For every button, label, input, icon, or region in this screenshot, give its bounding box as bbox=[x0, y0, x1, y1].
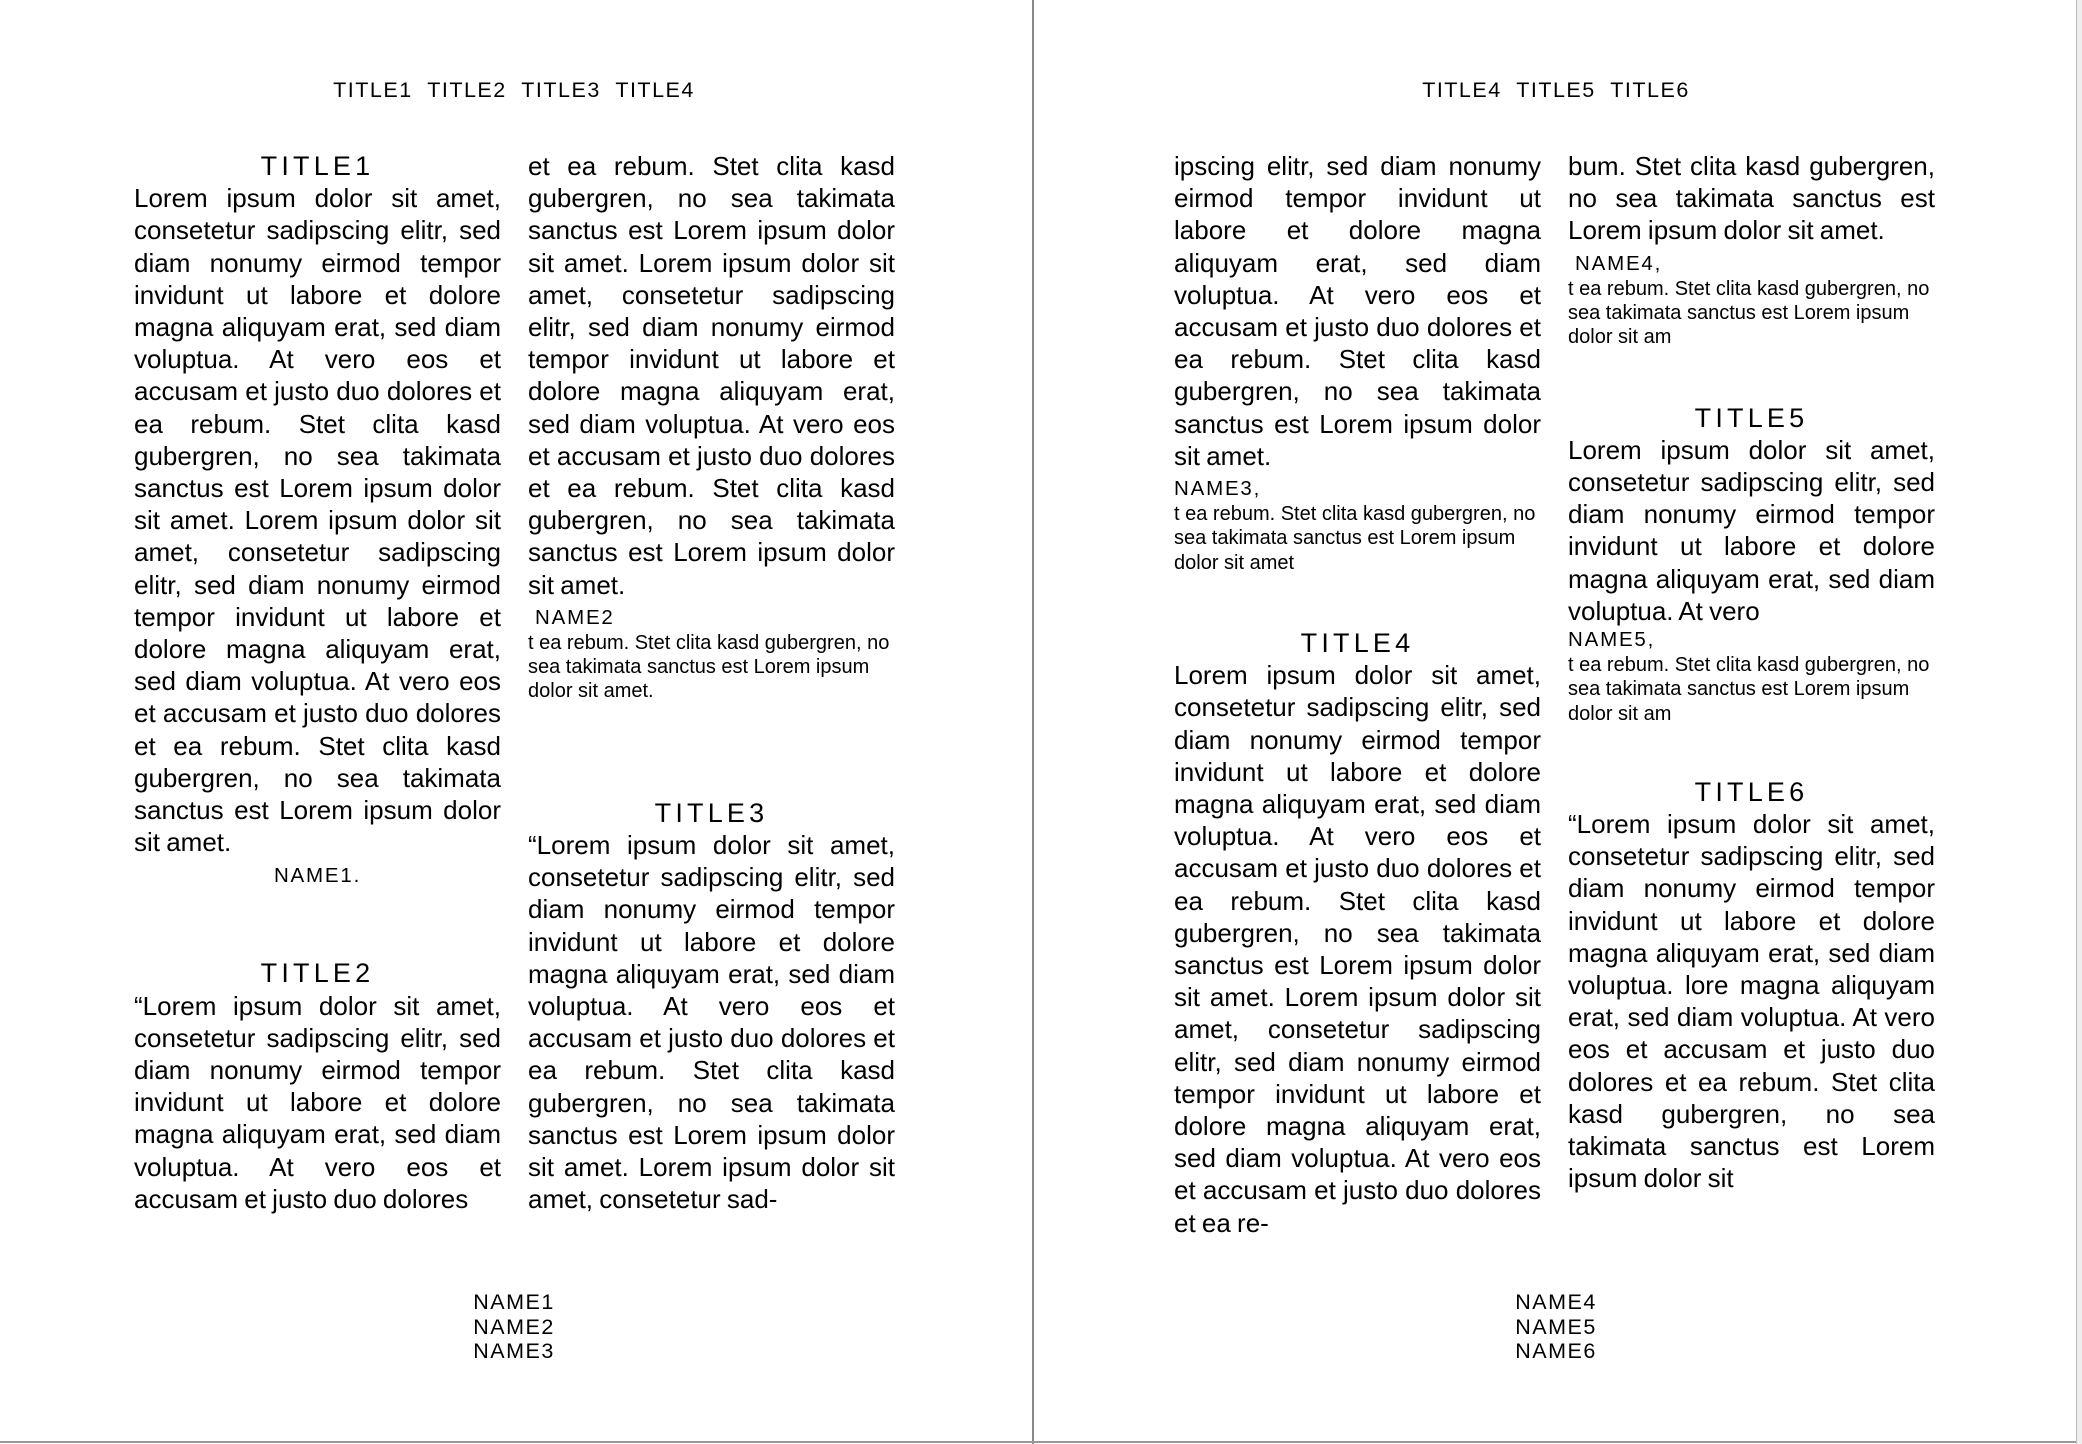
article-body: “Lorem ipsum dolor sit amet, consetetur sadipscing elitr, sed diam nonumy eirmod tempor invidunt ut labore et dolore magna aliquyam erat, sed diam voluptua. At vero eos et accusam et justo duo dolores bbox=[134, 990, 501, 1214]
author-name: NAME1. bbox=[273, 864, 362, 888]
article-body: Lorem ipsum dolor sit amet, consetetur sadipscing elitr, sed diam nonumy eirmod tempor invidunt ut labore et dolore magna aliquyam erat, sed diam voluptua. At vero eos et accusam et justo duo dolores et ea rebum. Stet clita kasd gubergren, no sea takimata sanctus est Lorem ipsum dolor sit amet. Lorem ipsum dolor sit amet, consetetur sadipscing elitr, sed diam nonumy eirmod tempor invidunt ut labore et dolore magna aliquyam erat, sed diam voluptua. At vero eos et accusam et justo duo dolores et ea rebum. Stet clita kasd gubergren, no sea takimata sanctus est Lorem ipsum dolor sit amet. bbox=[134, 183, 501, 858]
article-body: Lorem ipsum dolor sit amet, consetetur sadipscing elitr, sed diam nonumy eirmod tempor invidunt ut labore et dolore magna aliquyam erat, sed diam voluptua. At vero bbox=[1568, 434, 1935, 626]
author-name: NAME2 bbox=[535, 605, 615, 629]
article-title: TITLE1 bbox=[260, 151, 375, 181]
article-body: “Lorem ipsum dolor sit amet, consetetur sadipscing elitr, sed diam nonumy eirmod tempor invidunt ut labore et dolore magna aliquyam erat, sed diam voluptua. At vero eos et accusam et justo duo dolores et ea rebum. Stet clita kasd gubergren, no sea takimata sanctus est Lorem ipsum dolor sit amet. Lorem ipsum dolor sit amet, consetetur sad- bbox=[528, 829, 895, 1215]
article-body: et ea rebum. Stet clita kasd gubergren, no sea takimata sanctus est Lorem ipsum dolor sit amet. Lorem ipsum dolor sit amet, consetetur sadipscing elitr, sed diam nonumy eirmod tempor invidunt ut labore et dolore magna aliquyam erat, sed diam voluptua. At vero eos et accusam et justo duo dolores et ea rebum. Stet clita kasd gubergren, no sea takimata sanctus est Lorem ipsum dolor sit amet. bbox=[528, 151, 895, 600]
author-caption: t ea rebum. Stet clita kasd gubergren, no sea takimata sanctus est Lorem ipsum dolor sit amet. bbox=[528, 631, 890, 703]
article-body: “Lorem ipsum dolor sit amet, consetetur sadipscing elitr, sed diam nonumy eirmod tempor invidunt ut labore et dolore magna aliquyam erat, sed diam voluptua. lore magna aliquyam erat, sed diam voluptua. At vero eos et accusam et justo duo dolores et ea rebum. Stet clita kasd gubergren, no sea takimata sanctus est Lorem ipsum dolor sit bbox=[1568, 809, 1935, 1194]
article-title: TITLE3 bbox=[654, 797, 769, 828]
article-body: ipscing elitr, sed diam nonumy eirmod tempor invidunt ut labore et dolore magna aliquyam erat, sed diam voluptua. At vero eos et accusam et justo duo dolores et ea rebum. Stet clita kasd gubergren, no sea takimata sanctus est Lorem ipsum dolor sit amet. bbox=[1174, 151, 1541, 471]
left-column-2 bbox=[528, 150, 895, 1245]
footer-name: NAME3 bbox=[473, 1339, 555, 1363]
footer-name: NAME1 bbox=[473, 1290, 555, 1314]
footer-name: NAME2 bbox=[473, 1314, 555, 1339]
article-title: TITLE2 bbox=[260, 958, 375, 989]
bottom-rule bbox=[0, 1441, 2076, 1443]
author-caption: t ea rebum. Stet clita kasd gubergren, no sea takimata sanctus est Lorem ipsum dolor sit am bbox=[1568, 277, 1930, 349]
author-name: NAME3, bbox=[1174, 477, 1262, 501]
footer-name: NAME6 bbox=[1515, 1339, 1597, 1363]
footer-name: NAME4 bbox=[1515, 1290, 1597, 1314]
right-column-2 bbox=[1568, 150, 1935, 1245]
author-name: NAME5, bbox=[1568, 627, 1656, 651]
footer-name: NAME5 bbox=[1515, 1314, 1597, 1339]
footer-names bbox=[1036, 1290, 2076, 1364]
right-column-1 bbox=[1174, 150, 1541, 1245]
article-title: TITLE4 bbox=[1300, 627, 1415, 658]
article-title: TITLE5 bbox=[1694, 402, 1809, 433]
author-name: NAME4, bbox=[1575, 251, 1663, 275]
article-body: bum. Stet clita kasd gubergren, no sea takimata sanctus est Lorem ipsum dolor sit amet. bbox=[1568, 151, 1935, 246]
article-title: TITLE6 bbox=[1694, 776, 1809, 807]
page-edge bbox=[2076, 0, 2082, 1444]
author-caption: t ea rebum. Stet clita kasd gubergren, no sea takimata sanctus est Lorem ipsum dolor sit amet bbox=[1174, 503, 1536, 574]
running-header: TITLE1 TITLE2 TITLE3 TITLE4 bbox=[333, 78, 695, 102]
running-header: TITLE4 TITLE5 TITLE6 bbox=[1422, 78, 1690, 102]
left-page bbox=[0, 0, 1034, 1444]
footer-names bbox=[0, 1290, 1028, 1364]
article-body: Lorem ipsum dolor sit amet, consetetur sadipscing elitr, sed diam nonumy eirmod tempor invidunt ut labore et dolore magna aliquyam erat, sed diam voluptua. At vero eos et accusam et justo duo dolores et ea rebum. Stet clita kasd gubergren, no sea takimata sanctus est Lorem ipsum dolor sit amet. Lorem ipsum dolor sit amet, consetetur sadipscing elitr, sed diam nonumy eirmod tempor invidunt ut labore et dolore magna aliquyam erat, sed diam voluptua. At vero eos et accusam et justo duo dolores et ea re- bbox=[1174, 660, 1541, 1238]
author-caption: t ea rebum. Stet clita kasd gubergren, no sea takimata sanctus est Lorem ipsum dolor sit am bbox=[1568, 653, 1930, 725]
right-page bbox=[1036, 0, 2076, 1444]
left-column-1 bbox=[134, 150, 501, 1245]
